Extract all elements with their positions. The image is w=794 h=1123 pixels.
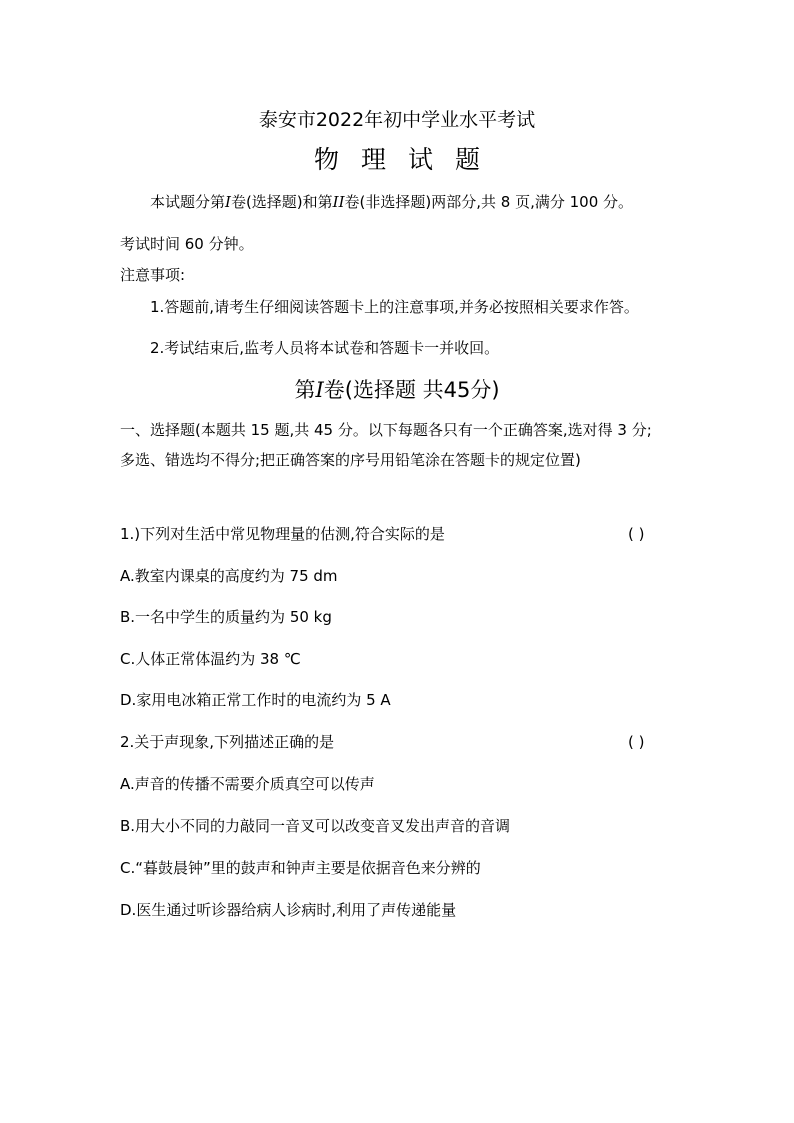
intro-line-2: 考试时间 60 分钟。 (120, 235, 254, 253)
intro-line-1-mid: 卷(选择题)和第 (230, 193, 333, 211)
question-2-stem: 2.关于声现象,下列描述正确的是 (120, 733, 335, 751)
section-title-prefix: 第 (294, 378, 316, 402)
note-2: 2.考试结束后,监考人员将本试卷和答题卡一并收回。 (150, 339, 500, 357)
intro-line-1-suffix: 卷(非选择题)两部分,共 8 页,满分 100 分。 (344, 193, 634, 211)
question-1-option-d: D.家用电冰箱正常工作时的电流约为 5 A (120, 691, 391, 709)
question-2-option-d: D.医生通过听诊器给病人诊病时,利用了声传递能量 (120, 901, 457, 919)
question-1-option-b: B.一名中学生的质量约为 50 kg (120, 608, 332, 626)
question-2-option-b: B.用大小不同的力敲同一音叉可以改变音叉发出声音的音调 (120, 817, 511, 835)
question-1-answer-bracket: ( ) (628, 525, 645, 543)
question-2-option-a: A.声音的传播不需要介质真空可以传声 (120, 775, 375, 793)
question-1-option-a: A.教室内课桌的高度约为 75 dm (120, 567, 338, 585)
volume-one-numeral: I (225, 193, 231, 211)
intro-line-1 (150, 192, 633, 212)
note-1: 1.答题前,请考生仔细阅读答题卡上的注意事项,并务必按照相关要求作答。 (150, 298, 639, 316)
section-instructions-line-2: 多选、错选均不得分;把正确答案的序号用铅笔涂在答题卡的规定位置) (120, 451, 581, 469)
question-1-option-c: C.人体正常体温约为 38 ℃ (120, 650, 301, 668)
volume-two-numeral: II (332, 193, 345, 211)
subject-title: 物理试题 (313, 145, 502, 174)
question-2-answer-bracket: ( ) (628, 733, 645, 751)
section-title (0, 376, 794, 404)
section-instructions-line-1: 一、选择题(本题共 15 题,共 45 分。以下每题各只有一个正确答案,选对得 3 分; (120, 421, 652, 439)
section-title-suffix: 卷(选择题 共45分) (323, 378, 500, 402)
notes-label: 注意事项: (120, 266, 186, 284)
section-volume-numeral: I (315, 378, 324, 402)
intro-line-1-prefix: 本试题分第 (150, 193, 226, 211)
question-1-stem: 1.)下列对生活中常见物理量的估测,符合实际的是 (120, 525, 445, 543)
exam-title: 泰安市2022年初中学业水平考试 (258, 109, 536, 131)
question-2-option-c: C.“暮鼓晨钟”里的鼓声和钟声主要是依据音色来分辨的 (120, 859, 481, 877)
